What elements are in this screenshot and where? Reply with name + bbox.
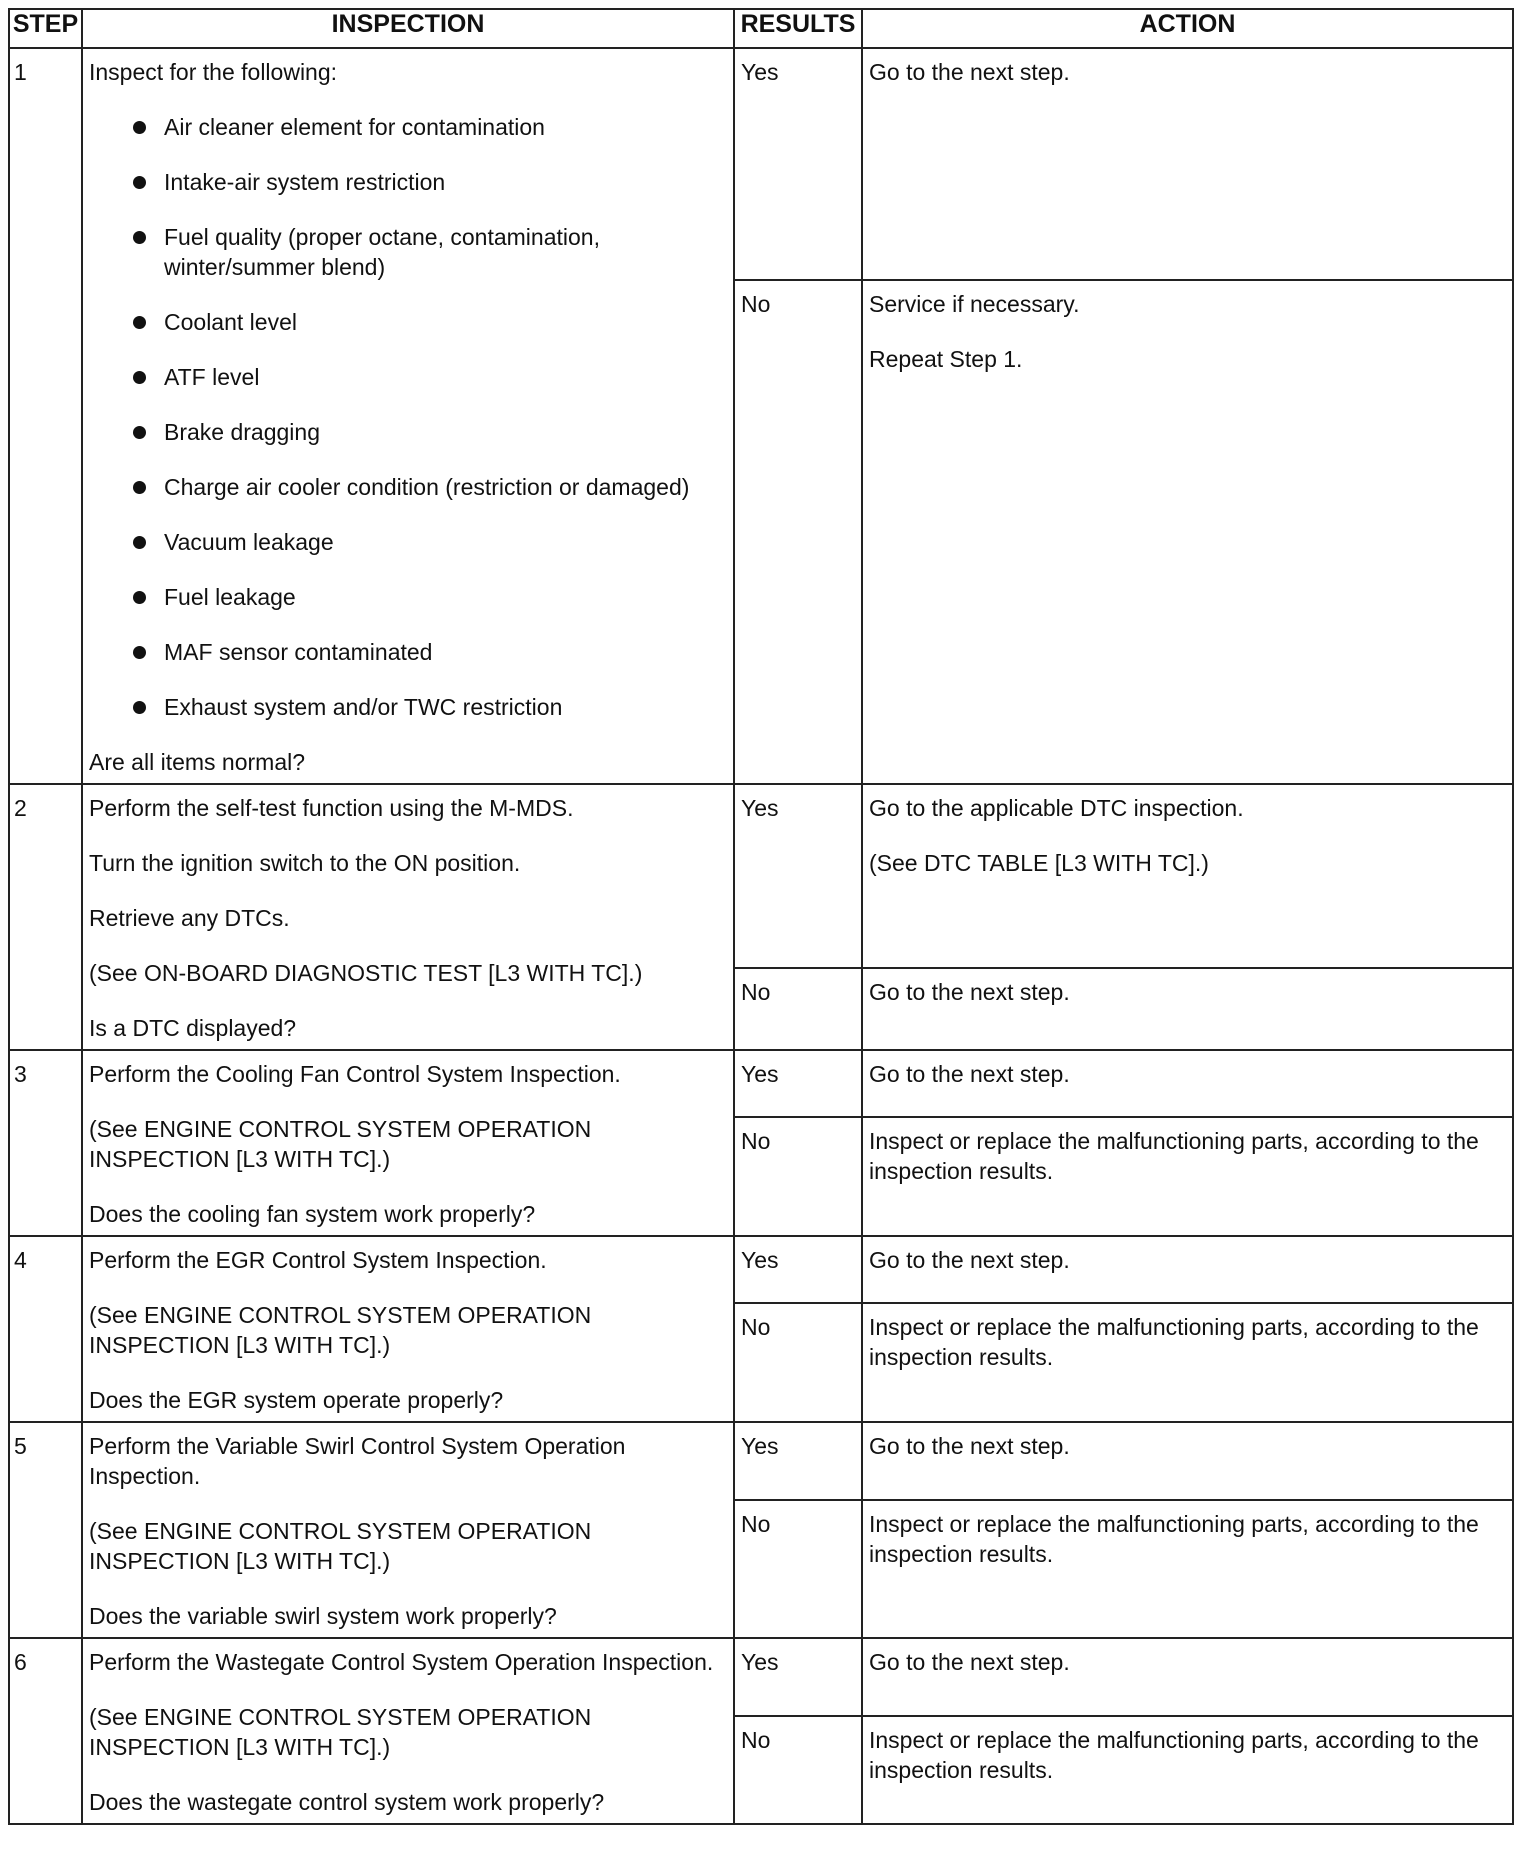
result-yes: Yes: [734, 784, 862, 968]
result-yes: Yes: [734, 1236, 862, 1303]
action-no: Inspect or replace the malfunctioning parts, according to the inspection results.: [862, 1117, 1513, 1236]
bullet-icon: [133, 481, 146, 494]
table-row: [9, 1236, 1513, 1303]
bullet-icon: [133, 121, 146, 134]
action-yes: Go to the next step.: [862, 48, 1513, 280]
action-yes: Go to the next step.: [862, 1422, 1513, 1500]
list-item: ATF level: [89, 362, 727, 392]
action-no: Service if necessary. Repeat Step 1.: [862, 280, 1513, 784]
action-yes: Go to the next step.: [862, 1638, 1513, 1716]
inspection-checklist: [89, 112, 727, 722]
bullet-icon: [133, 231, 146, 244]
bullet-icon: [133, 426, 146, 439]
action-no: Go to the next step.: [862, 968, 1513, 1050]
table-header-row: [9, 9, 1513, 48]
column-header-step: STEP: [9, 9, 82, 48]
list-item: MAF sensor contaminated: [89, 637, 727, 667]
diagnostic-procedure-page: [8, 8, 1512, 1825]
result-no: No: [734, 1500, 862, 1638]
list-item: Fuel leakage: [89, 582, 727, 612]
list-item: Charge air cooler condition (restriction or damaged): [89, 472, 727, 502]
bullet-icon: [133, 536, 146, 549]
inspection-cell: Perform the EGR Control System Inspection. (See ENGINE CONTROL SYSTEM OPERATION INSPECTION [L3 WITH TC].) Does the EGR system operate properly?: [82, 1236, 734, 1422]
step-number: 5: [9, 1422, 82, 1638]
column-header-action: ACTION: [862, 9, 1513, 48]
action-no: Inspect or replace the malfunctioning parts, according to the inspection results.: [862, 1500, 1513, 1638]
column-header-inspection: INSPECTION: [82, 9, 734, 48]
result-yes: Yes: [734, 48, 862, 280]
result-no: No: [734, 280, 862, 784]
bullet-icon: [133, 591, 146, 604]
step-number: 4: [9, 1236, 82, 1422]
result-no: No: [734, 1117, 862, 1236]
table-row: [9, 1638, 1513, 1716]
column-header-results: RESULTS: [734, 9, 862, 48]
inspection-question: Are all items normal?: [89, 749, 306, 775]
table-row: [9, 784, 1513, 968]
bullet-icon: [133, 176, 146, 189]
action-yes: Go to the next step.: [862, 1050, 1513, 1117]
result-no: No: [734, 968, 862, 1050]
bullet-icon: [133, 701, 146, 714]
bullet-icon: [133, 371, 146, 384]
table-row: [9, 1050, 1513, 1117]
list-item: Exhaust system and/or TWC restriction: [89, 692, 727, 722]
list-item: Vacuum leakage: [89, 527, 727, 557]
list-item: Air cleaner element for contamination: [89, 112, 727, 142]
list-item: Brake dragging: [89, 417, 727, 447]
inspection-cell: [82, 48, 734, 784]
result-yes: Yes: [734, 1638, 862, 1716]
result-yes: Yes: [734, 1422, 862, 1500]
result-yes: Yes: [734, 1050, 862, 1117]
list-item: Coolant level: [89, 307, 727, 337]
table-row: [9, 1422, 1513, 1500]
inspection-cell: Perform the Cooling Fan Control System Inspection. (See ENGINE CONTROL SYSTEM OPERATION INSPECTION [L3 WITH TC].) Does the cooling fan system work properly?: [82, 1050, 734, 1236]
step-number: 2: [9, 784, 82, 1050]
step-number: 1: [9, 48, 82, 784]
bullet-icon: [133, 646, 146, 659]
list-item: Fuel quality (proper octane, contamination, winter/summer blend): [89, 222, 727, 282]
step-number: 3: [9, 1050, 82, 1236]
action-yes: Go to the next step.: [862, 1236, 1513, 1303]
diagnostic-table: [8, 8, 1514, 1825]
inspection-cell: Perform the Variable Swirl Control System Operation Inspection. (See ENGINE CONTROL SYSTEM OPERATION INSPECTION [L3 WITH TC].) Does the variable swirl system work properly?: [82, 1422, 734, 1638]
result-no: No: [734, 1716, 862, 1824]
table-row: [9, 48, 1513, 280]
inspection-cell: Perform the Wastegate Control System Operation Inspection. (See ENGINE CONTROL SYSTEM OPERATION INSPECTION [L3 WITH TC].) Does the wastegate control system work properly?: [82, 1638, 734, 1824]
step-number: 6: [9, 1638, 82, 1824]
action-no: Inspect or replace the malfunctioning parts, according to the inspection results.: [862, 1303, 1513, 1422]
result-no: No: [734, 1303, 862, 1422]
action-no: Inspect or replace the malfunctioning parts, according to the inspection results.: [862, 1716, 1513, 1824]
action-yes: Go to the applicable DTC inspection. (See DTC TABLE [L3 WITH TC].): [862, 784, 1513, 968]
inspection-cell: Perform the self-test function using the M-MDS. Turn the ignition switch to the ON position. Retrieve any DTCs. (See ON-BOARD DIAGNOSTIC TEST [L3 WITH TC].) Is a DTC displayed?: [82, 784, 734, 1050]
bullet-icon: [133, 316, 146, 329]
inspection-intro: Inspect for the following:: [89, 59, 338, 85]
list-item: Intake-air system restriction: [89, 167, 727, 197]
